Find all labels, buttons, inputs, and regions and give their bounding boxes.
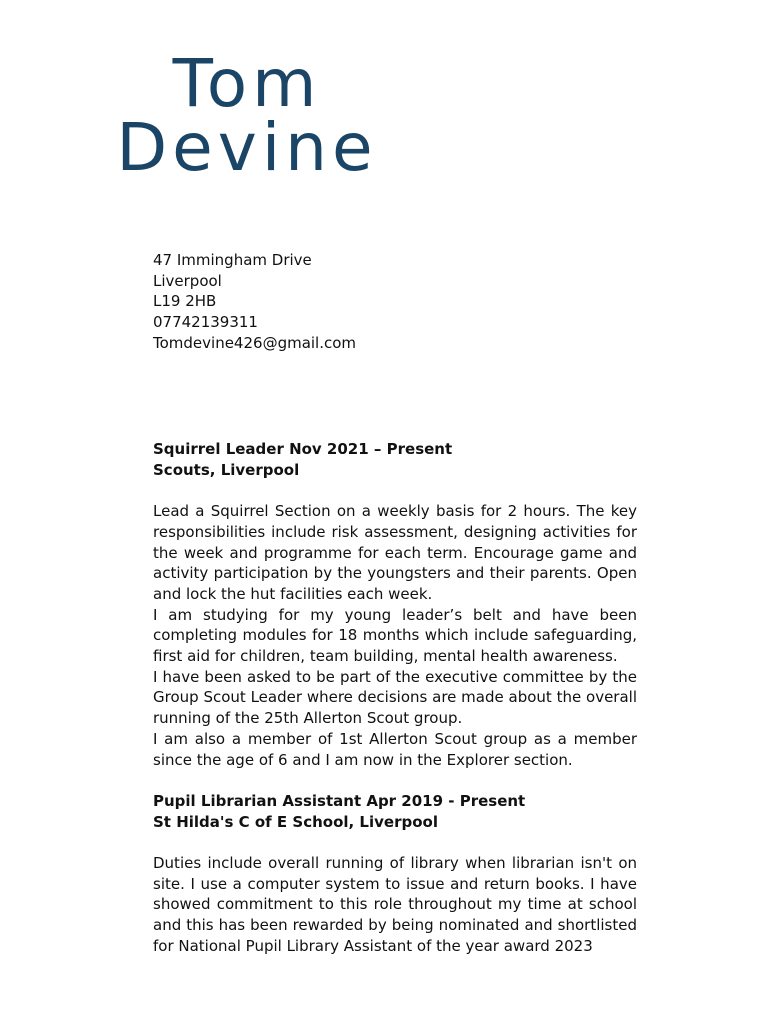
candidate-name <box>112 45 382 186</box>
job-description: I am also a member of 1st Allerton Scout group as a member since the age of 6 and I am now in the Explorer section. <box>153 729 637 769</box>
job-organization: Scouts, Liverpool <box>153 460 300 479</box>
first-name: Tom <box>172 45 322 122</box>
spacer <box>153 770 637 791</box>
experience-section <box>153 439 637 957</box>
address-line: 47 Immingham Drive <box>153 251 312 269</box>
last-name: Devine <box>116 109 378 186</box>
job-description: Lead a Squirrel Section on a weekly basis for 2 hours. The key responsibilities include risk assessment, designing activities for the week and programme for each term. Encourage game and activity participation by the youngsters and their parents. Open and lock the hut facilities each week. <box>153 502 637 603</box>
experience-entry-scouts <box>153 439 637 770</box>
address-postcode: L19 2HB <box>153 292 217 311</box>
job-title: Pupil Librarian Assistant Apr 2019 - Present <box>153 791 526 810</box>
job-title: Squirrel Leader Nov 2021 – Present <box>153 440 453 458</box>
email-address: Tomdevine426@gmail.com <box>153 333 357 352</box>
job-description: I am studying for my young leader’s belt and have been completing modules for 18 months which include safeguarding, first aid for children, team building, mental health awareness. <box>153 605 637 666</box>
address-city: Liverpool <box>153 271 222 290</box>
contact-details <box>153 250 356 354</box>
spacer <box>153 480 637 501</box>
job-description: I have been asked to be part of the executive committee by the Group Scout Leader where decisions are made about the overall running of the 25th Allerton Scout group. <box>153 667 637 728</box>
phone-number: 07742139311 <box>153 313 258 332</box>
experience-entry-library <box>153 791 637 957</box>
job-description: Duties include overall running of library when librarian isn't on site. I use a computer system to issue and return books. I have showed commitment to this role throughout my time at school and this has been rewarded by being nominated and shortlisted for National Pupil Library Assistant of the year award 2023 <box>153 854 637 955</box>
job-organization: St Hilda's C of E School, Liverpool <box>153 812 438 831</box>
spacer <box>153 832 637 853</box>
